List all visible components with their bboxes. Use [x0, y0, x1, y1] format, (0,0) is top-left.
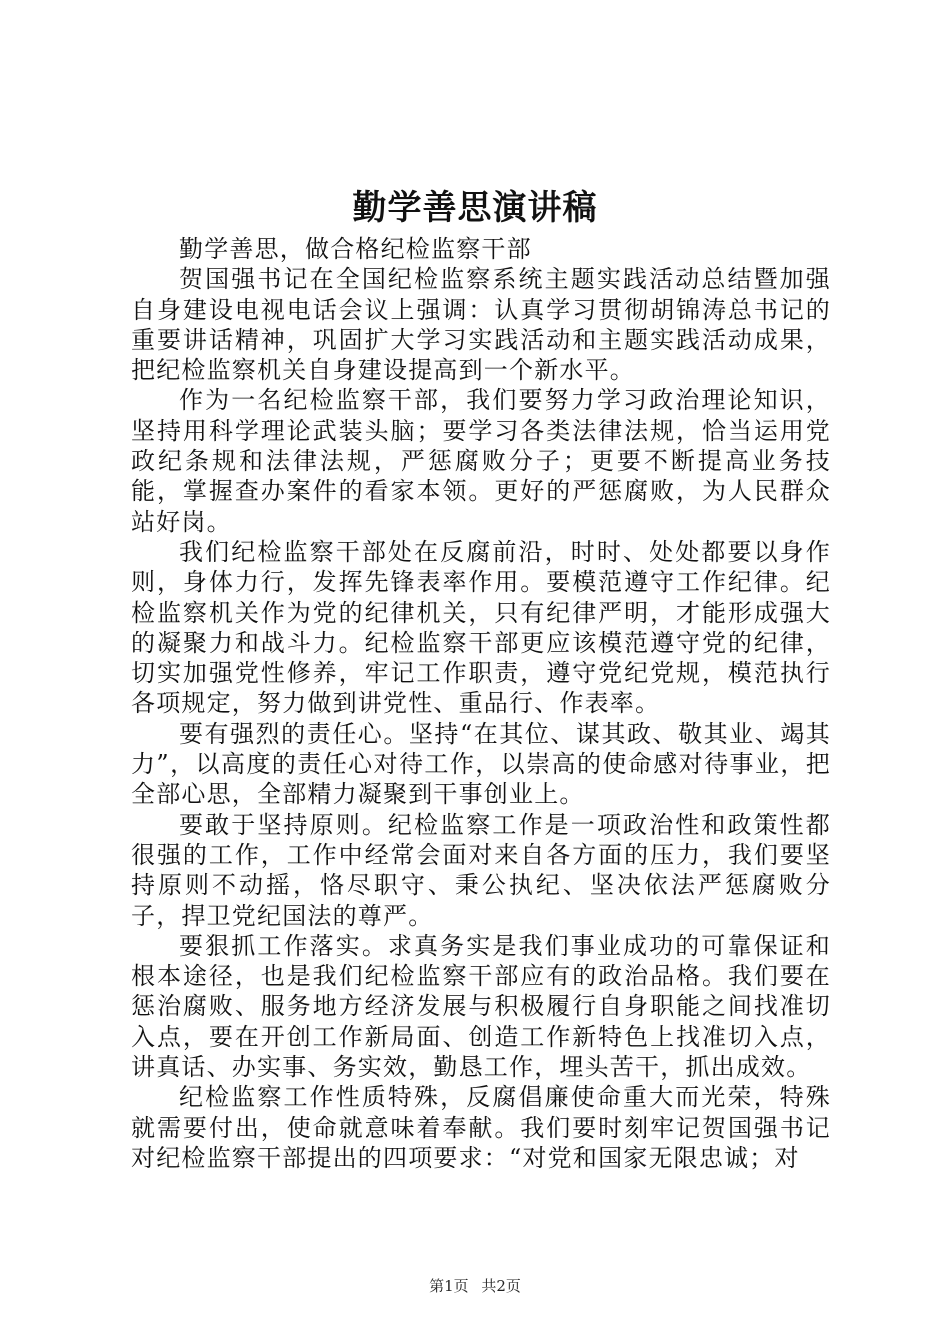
- paragraph: 勤学善思，做合格纪检监察干部: [179, 235, 532, 263]
- page-number: 第1页: [429, 1277, 469, 1295]
- paragraph: 要敢于坚持原则。纪检监察工作是一项政治性和政策性都很强的工作，工作中经常会面对来自各方面的压力，我们要坚持原则不动摇，恪尽职守、秉公执纪、坚决依法严惩腐败分子，捍卫党纪国法的尊严。: [131, 810, 831, 930]
- paragraph: 要有强烈的责任心。坚持“在其位、谋其政、敬其业、竭其力”，以高度的责任心对待工作，以崇高的使命感对待事业，把全部心思，全部精力凝聚到干事创业上。: [131, 719, 831, 809]
- document-body: [131, 234, 831, 1173]
- paragraph: 我们纪检监察干部处在反腐前沿，时时、处处都要以身作则，身体力行，发挥先锋表率作用。要模范遵守工作纪律。纪检监察机关作为党的纪律机关，只有纪律严明，才能形成强大的凝聚力和战斗力。纪检监察干部更应该模范遵守党的纪律，切实加强党性修养，牢记工作职责，遵守党纪党规，模范执行各项规定，努力做到讲党性、重品行、作表率。: [131, 537, 831, 718]
- paragraph: 作为一名纪检监察干部，我们要努力学习政治理论知识，坚持用科学理论武装头脑；要学习各类法律法规，恰当运用党政纪条规和法律法规，严惩腐败分子；更要不断提高业务技能，掌握查办案件的看家本领。更好的严惩腐败，为人民群众站好岗。: [131, 386, 831, 536]
- page-total: 共2页: [481, 1277, 521, 1295]
- paragraph: 要狠抓工作落实。求真务实是我们事业成功的可靠保证和根本途径，也是我们纪检监察干部应有的政治品格。我们要在惩治腐败、服务地方经济发展与积极履行自身职能之间找准切入点，要在开创工作新局面、创造工作新特色上找准切入点，讲真话、办实事、务实效，勤恳工作，埋头苦干，抓出成效。: [131, 931, 831, 1082]
- page-footer: [0, 1276, 950, 1296]
- paragraph: 纪检监察工作性质特殊，反腐倡廉使命重大而光荣，特殊就需要付出，使命就意味着奉献。我们要时刻牢记贺国强书记对纪检监察干部提出的四项要求：“对党和国家无限忠诚；对: [131, 1083, 831, 1172]
- document-title: 勤学善思演讲稿: [352, 188, 598, 228]
- paragraph: 贺国强书记在全国纪检监察系统主题实践活动总结暨加强自身建设电视电话会议上强调：认真学习贯彻胡锦涛总书记的重要讲话精神，巩固扩大学习实践活动和主题实践活动成果，把纪检监察机关自身建设提高到一个新水平。: [131, 265, 831, 385]
